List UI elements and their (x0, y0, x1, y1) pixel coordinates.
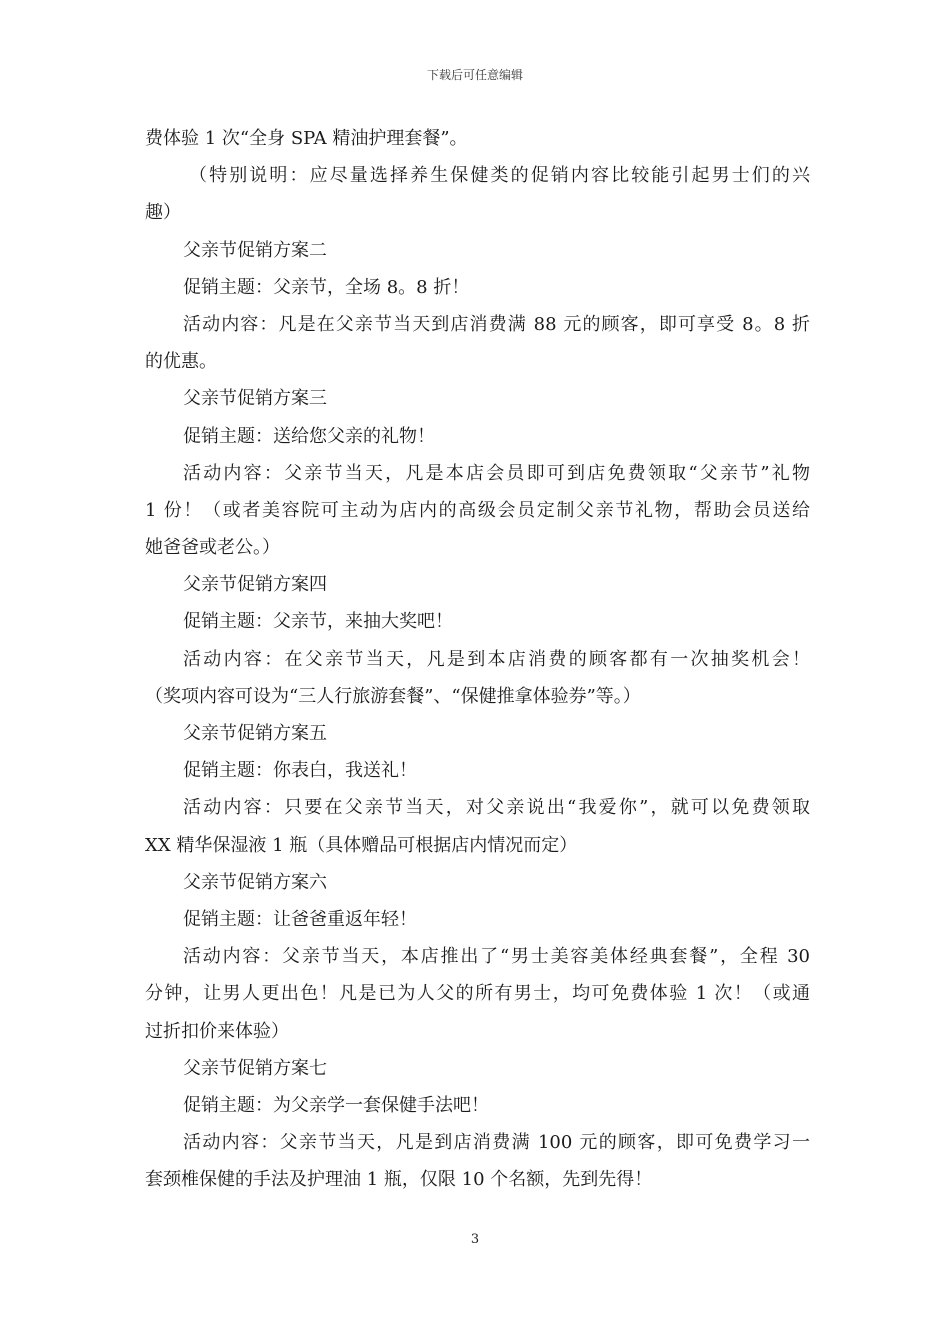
section-heading: 父亲节促销方案四 (183, 574, 327, 596)
document-body (145, 120, 810, 1198)
activity-content: 活动内容：凡是在父亲节当天到店消费满 88 元的顾客，即可享受 8。8 折 (183, 313, 810, 335)
section-heading: 父亲节促销方案七 (183, 1057, 327, 1079)
activity-content: 活动内容：父亲节当天，凡是本店会员即可到店免费领取“父亲节”礼物 (183, 462, 810, 484)
promo-theme: 促销主题：让爸爸重返年轻！ (183, 908, 417, 930)
activity-content: 活动内容：在父亲节当天，凡是到本店消费的顾客都有一次抽奖机会！ (183, 648, 810, 670)
page-number: 3 (470, 1232, 480, 1247)
section-heading: 父亲节促销方案六 (183, 871, 327, 893)
section-heading: 父亲节促销方案二 (183, 239, 327, 261)
promo-theme: 促销主题：父亲节，来抽大奖吧！ (183, 611, 453, 633)
paragraph-line: 她爸爸或老公。） (145, 537, 280, 559)
paragraph-line: 的优惠。 (145, 351, 217, 373)
promo-theme: 促销主题：父亲节，全场 8。8 折！ (183, 276, 470, 298)
activity-content: 活动内容：只要在父亲节当天，对父亲说出“我爱你”，就可以免费领取 (183, 797, 810, 819)
activity-content: 活动内容：父亲节当天，本店推出了“男士美容美体经典套餐”，全程 30 (183, 946, 810, 968)
paragraph-line: 过折扣价来体验） (145, 1020, 289, 1042)
paragraph-line: 趣） (145, 202, 181, 224)
activity-content: 活动内容：父亲节当天，凡是到店消费满 100 元的顾客，即可免费学习一 (183, 1132, 810, 1154)
paragraph-line: 费体验 1 次“全身 SPA 精油护理套餐”。 (145, 128, 468, 149)
page-header: 下载后可任意编辑 (426, 68, 523, 82)
section-heading: 父亲节促销方案五 (183, 723, 327, 744)
promo-theme: 促销主题：送给您父亲的礼物！ (183, 425, 435, 447)
section-heading: 父亲节促销方案三 (183, 388, 327, 410)
paragraph-line: XX 精华保湿液 1 瓶（具体赠品可根据店内情况而定） (145, 834, 578, 856)
paragraph-line: 分钟，让男人更出色！凡是已为人父的所有男士，均可免费体验 1 次！（或通 (145, 983, 810, 1005)
promo-theme: 促销主题：为父亲学一套保健手法吧！ (183, 1094, 489, 1116)
paragraph-line: 1 份！（或者美容院可主动为店内的高级会员定制父亲节礼物，帮助会员送给 (145, 499, 810, 521)
paragraph-line: （特别说明：应尽量选择养生保健类的促销内容比较能引起男士们的兴 (189, 165, 810, 187)
promo-theme: 促销主题：你表白，我送礼！ (183, 760, 417, 782)
paragraph-line: （奖项内容可设为“三人行旅游套餐”、“保健推拿体验券”等。） (145, 685, 641, 707)
paragraph-line: 套颈椎保健的手法及护理油 1 瓶，仅限 10 个名额，先到先得！ (145, 1169, 653, 1191)
